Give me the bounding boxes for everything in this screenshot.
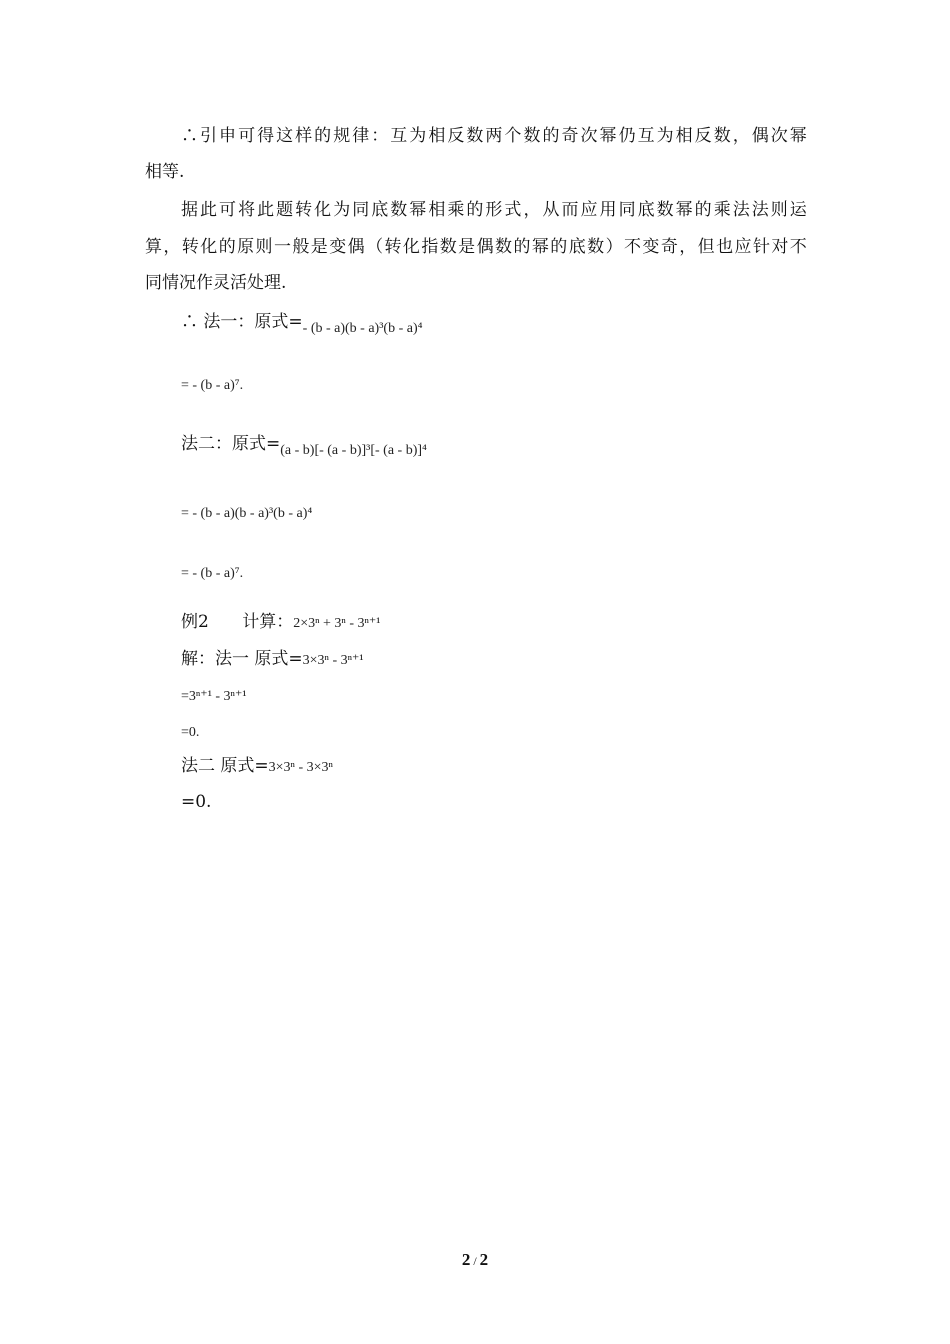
method-two-result-line	[181, 552, 843, 581]
paragraph-line: 相等.	[145, 162, 185, 182]
solution-result: =0.	[181, 725, 200, 740]
method-one-line	[181, 310, 843, 336]
method-one-result: = - (b - a)⁷.	[181, 378, 244, 393]
solution-line	[181, 647, 843, 673]
current-page: 2	[461, 1250, 471, 1269]
paragraph-line: 同情况作灵活处理.	[145, 273, 287, 293]
total-pages: 2	[479, 1250, 489, 1269]
paragraph-line: 算，转化的原则一般是变偶（转化指数是偶数的幂的底数）不变奇，但也应针对不	[145, 237, 807, 257]
solution-expression: 3×3ⁿ - 3ⁿ⁺¹	[302, 653, 364, 668]
page-separator: /	[473, 1254, 477, 1268]
solution-two-expression: 3×3ⁿ - 3×3ⁿ	[268, 760, 333, 775]
example-two-label: 例2	[181, 612, 209, 632]
paragraph-line: ∴引申可得这样的规律：互为相反数两个数的奇次幂仍互为相反数，偶次幂	[181, 126, 807, 146]
solution-label: 解：法一 原式=	[181, 649, 303, 669]
solution-step-line	[181, 683, 843, 709]
method-two-result: = - (b - a)⁷.	[181, 566, 244, 581]
method-one-result-line	[181, 372, 843, 398]
method-two-step-line	[181, 492, 843, 521]
solution-two-label: 法二 原式=	[181, 756, 269, 776]
page-number	[0, 1250, 950, 1270]
solution-result-line	[181, 719, 843, 745]
method-one-expression: - (b - a)(b - a)³(b - a)⁴	[302, 321, 423, 336]
example-two-expression: 2×3ⁿ + 3ⁿ - 3ⁿ⁺¹	[293, 616, 381, 631]
example-two-task: 计算：	[242, 612, 294, 632]
solution-two-result: =0.	[181, 792, 212, 812]
paragraph-line: 据此可将此题转化为同底数幂相乘的形式，从而应用同底数幂的乘法法则运	[181, 200, 807, 220]
method-two-expression: (a - b)[- (a - b)]³[- (a - b)]⁴	[280, 443, 427, 458]
solution-two-line	[181, 754, 843, 780]
solution-two-result-line	[181, 790, 843, 814]
example-two-line	[181, 610, 843, 636]
method-two-label: 法二：原式=	[181, 434, 281, 454]
solution-step: =3ⁿ⁺¹ - 3ⁿ⁺¹	[181, 689, 247, 704]
method-two-step: = - (b - a)(b - a)³(b - a)⁴	[181, 506, 313, 521]
method-one-label: ∴ 法一：原式=	[181, 312, 303, 332]
method-two-line	[181, 432, 843, 458]
